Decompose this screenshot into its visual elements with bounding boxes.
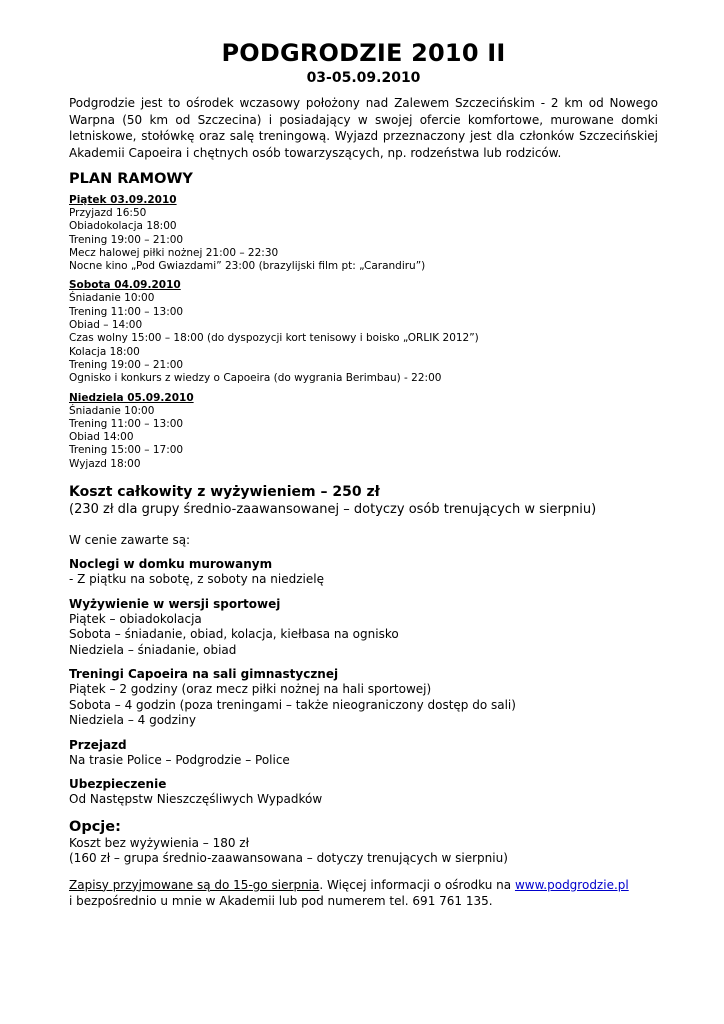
day-friday — [69, 194, 658, 273]
schedule-item: Śniadanie 10:00 — [69, 292, 155, 305]
cost-subtitle: (230 zł dla grupy średnio-zaawansowanej – dotyczy osób trenujących w sierpniu) — [69, 502, 597, 518]
section-line: Sobota – 4 godzin (poza treningami – także nieograniczony dostęp do sali) — [69, 697, 516, 712]
schedule-item: Obiad – 14:00 — [69, 319, 143, 332]
day-title: Piątek 03.09.2010 — [69, 194, 177, 206]
schedule-item: Wyjazd 18:00 — [69, 457, 141, 470]
section-title: Noclegi w domku murowanym — [69, 557, 273, 572]
schedule-item: Przyjazd 16:50 — [69, 207, 147, 219]
schedule-item: Trening 11:00 – 13:00 — [69, 305, 184, 318]
options-line: Koszt bez wyżywienia – 180 zł — [69, 835, 249, 850]
schedule-item: Trening 19:00 – 21:00 — [69, 358, 184, 371]
section-title: Ubezpieczenie — [69, 777, 167, 792]
section-line: Piątek – obiadokolacja — [69, 611, 202, 626]
schedule-item: Śniadanie 10:00 — [69, 404, 155, 417]
signup-deadline: Zapisy przyjmowane są do 15-go sierpnia — [69, 877, 320, 892]
schedule-item: Trening 15:00 – 17:00 — [69, 444, 184, 457]
schedule-item: Ognisko i konkurs z wiedzy o Capoeira (do wygrania Berimbau) - 22:00 — [69, 372, 442, 385]
section-line: Sobota – śniadanie, obiad, kolacja, kiełbasa na ognisko — [69, 627, 399, 642]
section-line: Piątek – 2 godziny (oraz mecz piłki nożnej na hali sportowej) — [69, 682, 432, 697]
section-trainings — [69, 667, 658, 729]
schedule-item: Trening 19:00 – 21:00 — [69, 233, 184, 246]
options-line: (160 zł – grupa średnio-zaawansowana – dotyczy trenujących w sierpniu) — [69, 851, 508, 866]
section-lodging — [69, 557, 658, 588]
schedule-item: Kolacja 18:00 — [69, 345, 140, 358]
section-insurance — [69, 777, 658, 808]
section-transport — [69, 738, 658, 769]
section-line: Od Następstw Nieszczęśliwych Wypadków — [69, 792, 323, 807]
event-dates: 03-05.09.2010 — [306, 70, 421, 86]
website-link[interactable]: www.podgrodzie.pl — [514, 877, 629, 892]
footer-info — [69, 877, 658, 909]
schedule-item: Nocne kino „Pod Gwiazdami” 23:00 (brazylijski film pt: „Carandiru”) — [69, 260, 426, 273]
day-title: Sobota 04.09.2010 — [69, 279, 181, 292]
schedule-item: Trening 11:00 – 13:00 — [69, 417, 184, 430]
page-title: PODGRODZIE 2010 II — [221, 39, 506, 67]
section-title: Przejazd — [69, 737, 127, 752]
in-price-intro: W cenie zawarte są: — [69, 533, 191, 548]
section-line: Niedziela – śniadanie, obiad — [69, 642, 237, 657]
options-heading: Opcje: — [69, 818, 121, 835]
section-meals — [69, 597, 658, 659]
day-saturday — [69, 279, 658, 385]
schedule-item: Czas wolny 15:00 – 18:00 (do dyspozycji kort tenisowy i boisko „ORLIK 2012”) — [69, 332, 479, 345]
cost-heading: Koszt całkowity z wyżywieniem – 250 zł — [69, 484, 380, 501]
section-title: Treningi Capoeira na sali gimnastycznej — [69, 667, 339, 682]
plan-heading: PLAN RAMOWY — [69, 171, 193, 187]
intro-paragraph: Podgrodzie jest to ośrodek wczasowy położony nad Zalewem Szczecińskim - 2 km od Nowego Warpna (50 km od Szczecina) i posiadający w swojej ofercie komfortowe, murowane domki letniskowe, stołówkę oraz salę treningową. Wyjazd przeznaczony jest dla członków Szczecińskiej Akademii Capoeira i chętnych osób towarzyszących, np. rodzeństwa lub rodziców. — [69, 96, 658, 160]
section-line: - Z piątku na sobotę, z soboty na niedzielę — [69, 572, 324, 587]
schedule-item: Obiad 14:00 — [69, 431, 134, 444]
schedule-item: Obiadokolacja 18:00 — [69, 220, 177, 233]
day-title: Niedziela 05.09.2010 — [69, 391, 194, 404]
more-info-text: . Więcej informacji o ośrodku na — [319, 877, 515, 892]
section-line: Na trasie Police – Podgrodzie – Police — [69, 752, 290, 767]
day-sunday — [69, 392, 658, 471]
section-line: Niedziela – 4 godziny — [69, 713, 197, 728]
section-title: Wyżywienie w wersji sportowej — [69, 596, 281, 611]
contact-line: i bezpośrednio u mnie w Akademii lub pod numerem tel. 691 761 135. — [69, 893, 493, 908]
schedule-item: Mecz halowej piłki nożnej 21:00 – 22:30 — [69, 246, 279, 259]
